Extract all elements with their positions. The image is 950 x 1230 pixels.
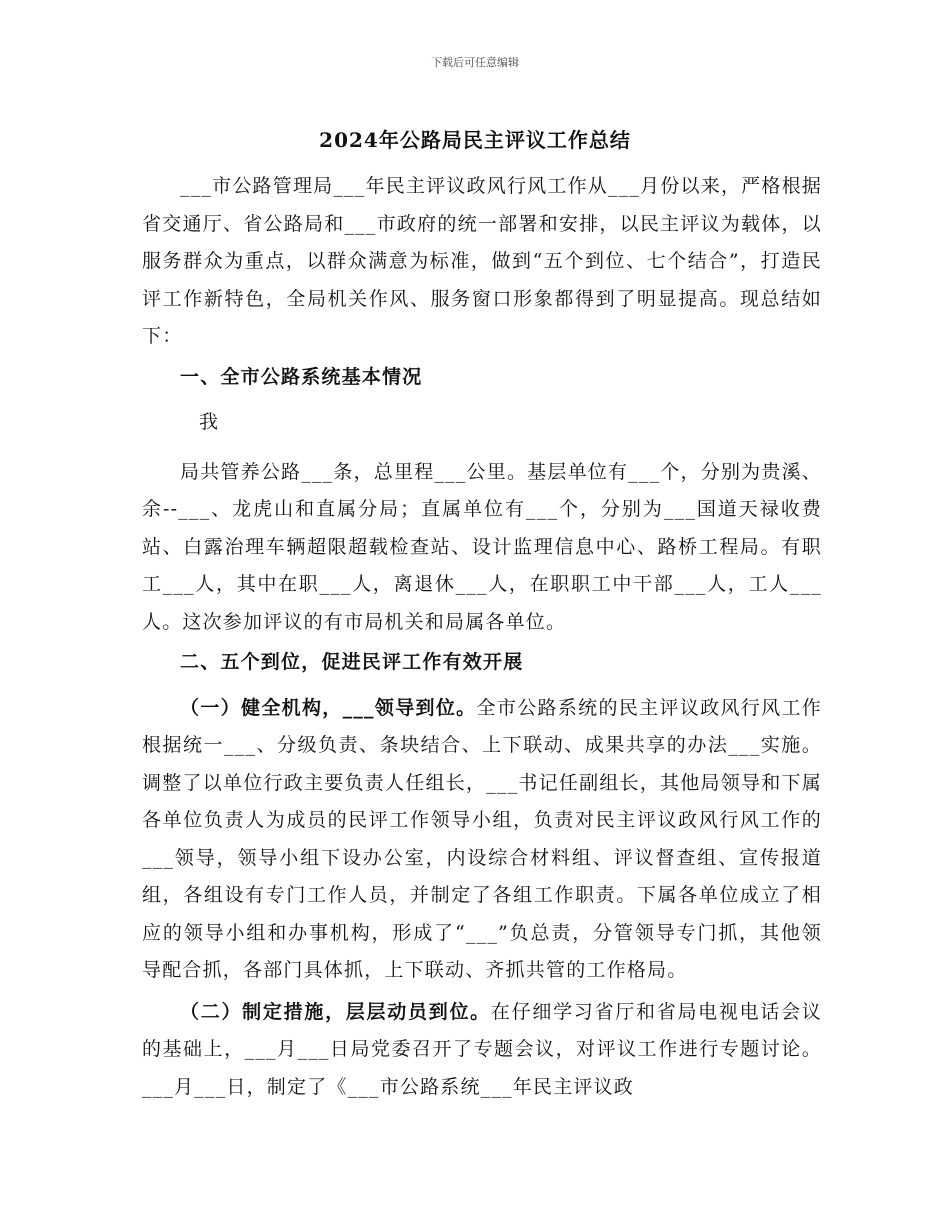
document-title: 2024年公路局民主评议工作总结	[319, 128, 631, 152]
subsection-1-paragraph	[142, 690, 822, 990]
subsection-1-lead: （一）健全机构，___领导到位。	[180, 696, 477, 719]
document-body	[142, 168, 822, 1106]
section-1-heading: 一、全市公路系统基本情况	[180, 365, 423, 388]
download-note: 下载后可任意编辑	[431, 56, 519, 69]
subsection-2-paragraph	[142, 994, 822, 1107]
intro-paragraph: ___市公路管理局___年民主评议政风行风工作从___月份以来，严格根据省交通厅、省公路局和___市政府的统一部署和安排，以民主评议为载体，以服务群众为重点，以群众满意为标准，做到“五个到位、七个结合”，打造民评工作新特色，全局机关作风、服务窗口形象都得到了明显提高。现总结如下：	[142, 175, 822, 347]
section-1-paragraph: 局共管养公路___条，总里程___公里。基层单位有___个，分别为贵溪、余--___、龙虎山和直属分局；直属单位有___个，分别为___国道天禄收费站、白露治理车辆超限超载检查站、设计监理信息中心、路桥工程局。有职工___人，其中在职___人，离退休___人，在职职工中干部___人，工人___人。这次参加评议的有市局机关和局属各单位。	[142, 460, 822, 633]
section-2-heading: 二、五个到位，促进民评工作有效开展	[180, 651, 524, 673]
section-1-lone-char: 我	[199, 411, 220, 433]
subsection-2-lead: （二）制定措施，层层动员到位。	[180, 1000, 491, 1023]
subsection-2-body: 在仔细学习省厅和省局电视电话会议的基础上，___月___日局党委召开了专题会议，对评议工作进行专题讨论。___月___日，制定了《___市公路系统___年民主评议政	[142, 1000, 822, 1098]
subsection-1-body: 全市公路系统的民主评议政风行风工作根据统一___、分级负责、条块结合、上下联动、成果共享的办法___实施。调整了以单位行政主要负责人任组长，___书记任副组长，其他局领导和下属各单位负责人为成员的民评工作领导小组，负责对民主评议政风行风工作的___领导，领导小组下设办公室，内设综合材料组、评议督查组、宣传报道组，各组设有专门工作人员，并制定了各组工作职责。下属各单位成立了相应的领导小组和办事机构，形成了“___”负总责，分管领导专门抓，其他领导配合抓，各部门具体抓，上下联动、齐抓共管的工作格局。	[142, 696, 823, 981]
